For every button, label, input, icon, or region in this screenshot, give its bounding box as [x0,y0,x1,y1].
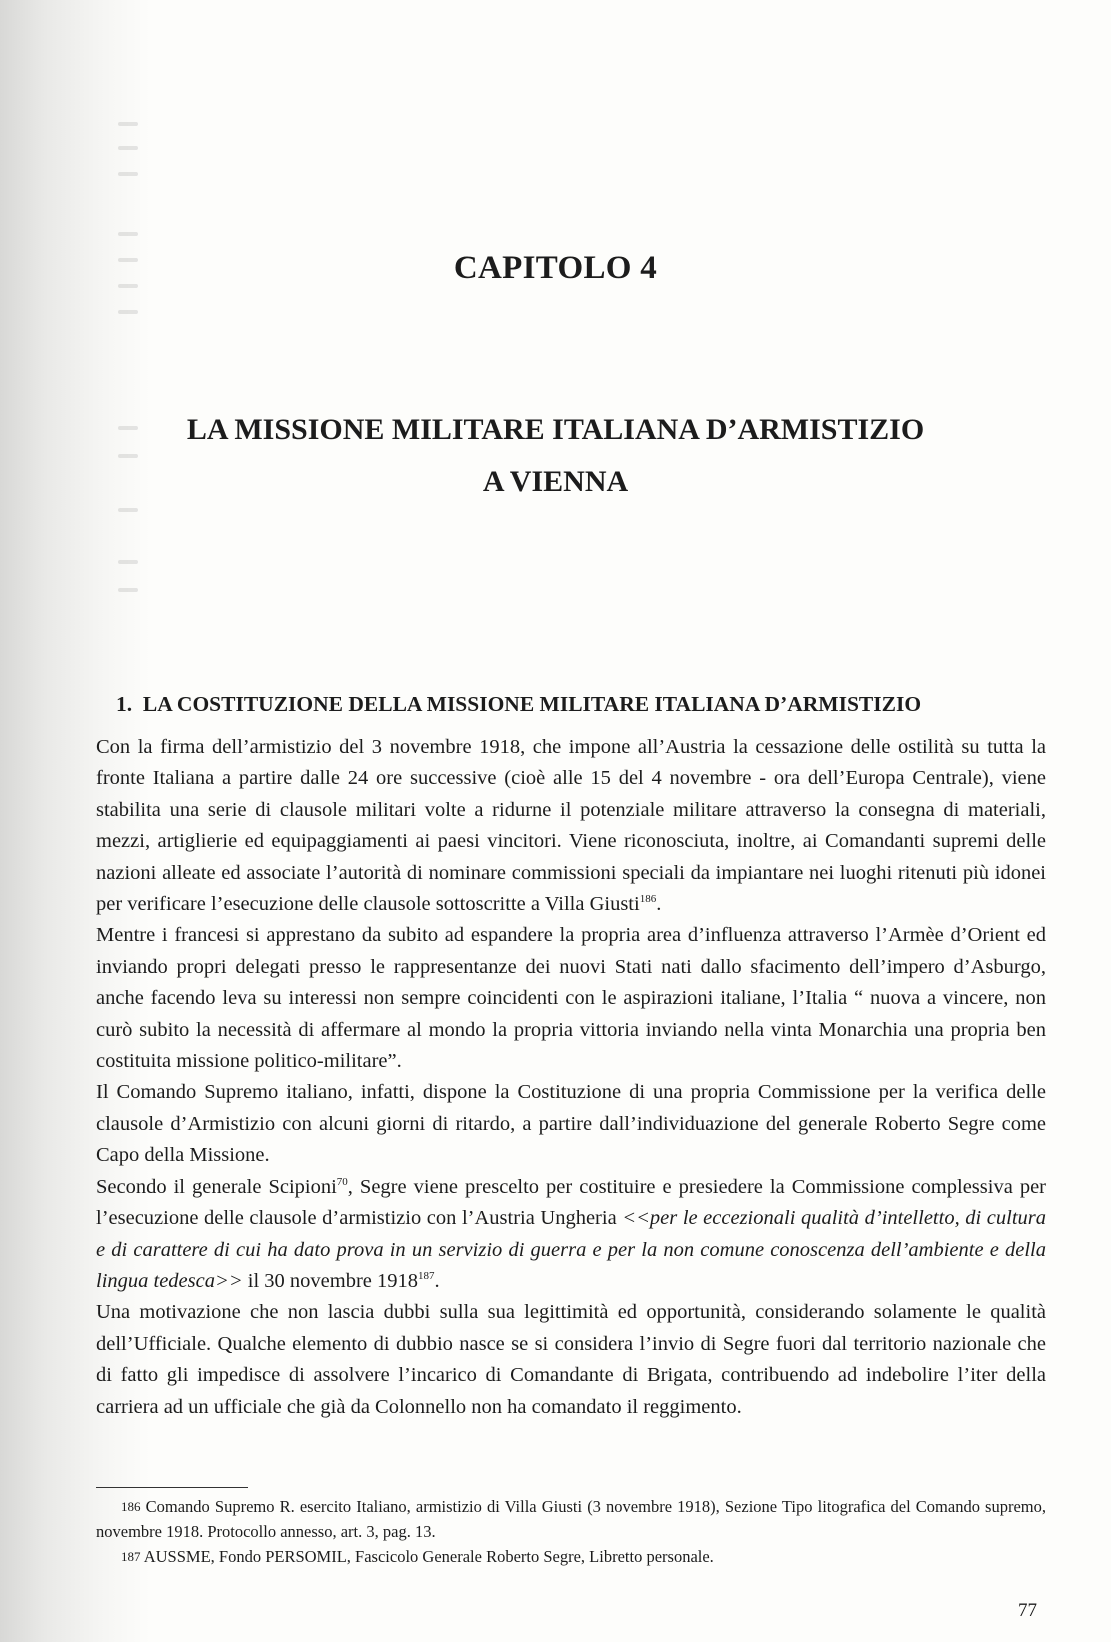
paragraph: Secondo il generale Scipioni$^{70}$, Segre viene prescelto per costituire e presiedere la Commissione complessiva per l’esecuzione delle clausole d’armistizio con l’Austria Ungheria <<per le eccezionali qualità d’intelletto, di cultura e di carattere di cui ha dato prova in un servizio di guerra e per la non comune conoscenza dell’ambiente e della lingua tedesca>> il 30 novembre 1918$^{187}$. [96,1175,1046,1292]
section-number: 1. [116,692,133,716]
chapter-title-line-1: LA MISSIONE MILITARE ITALIANA D’ARMISTIZIO [186,413,925,446]
paragraph: Mentre i francesi si apprestano da subito ad espandere la propria area d’influenza attraverso l’Armèe d’Orient ed inviando propri delegati presso le rappresentanze dei nuovi Stati nati dallo sfacimento dell’impero d’Asburgo, anche facendo leva su interessi non sempre coincidenti con le aspirazioni italiane, l’Italia “ nuova a vincere, non curò subito la necessità di affermare al mondo la propria vittoria inviando nella vinta Monarchia una propria ben costituita missione politico-militare”. [96,924,1046,1073]
footnote: $^{186}$ Comando Supremo R. esercito Italiano, armistizio di Villa Giusti (3 novembre 1918), Sezione Tipo litografica del Comando supremo, novembre 1918. Protocollo annesso, art. 3, pag. 13. [96,1497,1047,1541]
footnote-ref: 70 [336,1175,348,1188]
footnotes [96,1494,1046,1569]
paragraph: Il Comando Supremo italiano, infatti, dispone la Costituzione di una propria Commissione per la verifica delle clausole d’Armistizio con alcuni giorni di ritardo, a partire dall’individuazione del generale Roberto Segre come Capo della Missione. [96,1081,1046,1167]
paragraph: Con la firma dell’armistizio del 3 novembre 1918, che impone all’Austria la cessazione delle ostilità su tutta la fronte Italiana a partire dalle 24 ore successive (cioè alle 15 del 4 novembre - ora dell’Europa Centrale), viene stabilita una serie di clausole militari volte a ridurne il potenziale militare attraverso la consegna di materiali, mezzi, artiglierie ed equipaggiamenti ai paesi vincitori. Viene riconosciuta, inoltre, ai Comandanti supremi delle nazioni alleate ed associate l’autorità di nominare commissioni speciali da impiantare nei luoghi ritenuti più idonei per verificare l’esecuzione delle clausole sottoscritte a Villa Giusti$^{186}$. [96,736,1046,916]
footnote-number: 187 [121,1549,141,1564]
section-title: LA COSTITUZIONE DELLA MISSIONE MILITARE ITALIANA D’ARMISTIZIO [142,692,922,716]
footnote-number: 186 [121,1499,141,1514]
body-text [96,732,1046,1423]
italic-quotation: <<per le eccezionali qualità d’intelletto, di cultura e di carattere di cui ha dato prova in un servizio di guerra e per la non comune conoscenza dell’ambiente e della lingua tedesca>> [96,1207,1046,1292]
paragraph: Una motivazione che non lascia dubbi sulla sua legittimità ed opportunità, considerando solamente le qualità dell’Ufficiale. Qualche elemento di dubbio nasce se si considera l’invio di Segre fuori dal territorio nazionale che di fatto gli impedisce di assolvere l’incarico di Comandante di Brigata, contribuendo ad indebolire l’iter della carriera ad un ufficiale che già da Colonnello non ha comandato il reggimento. [96,1301,1046,1418]
chapter-label: CAPITOLO 4 [453,250,658,286]
page-number: 77 [1018,1600,1037,1621]
chapter-title-line-2: A VIENNA [482,465,629,498]
footnote-separator [96,1487,248,1488]
footnote-ref: 187 [418,1270,435,1283]
footnote-ref: 186 [639,893,657,906]
section-heading [116,692,1046,717]
footnote: $^{187}$ AUSSME, Fondo PERSOMIL, Fascicolo Generale Roberto Segre, Libretto personale. [121,1547,714,1566]
